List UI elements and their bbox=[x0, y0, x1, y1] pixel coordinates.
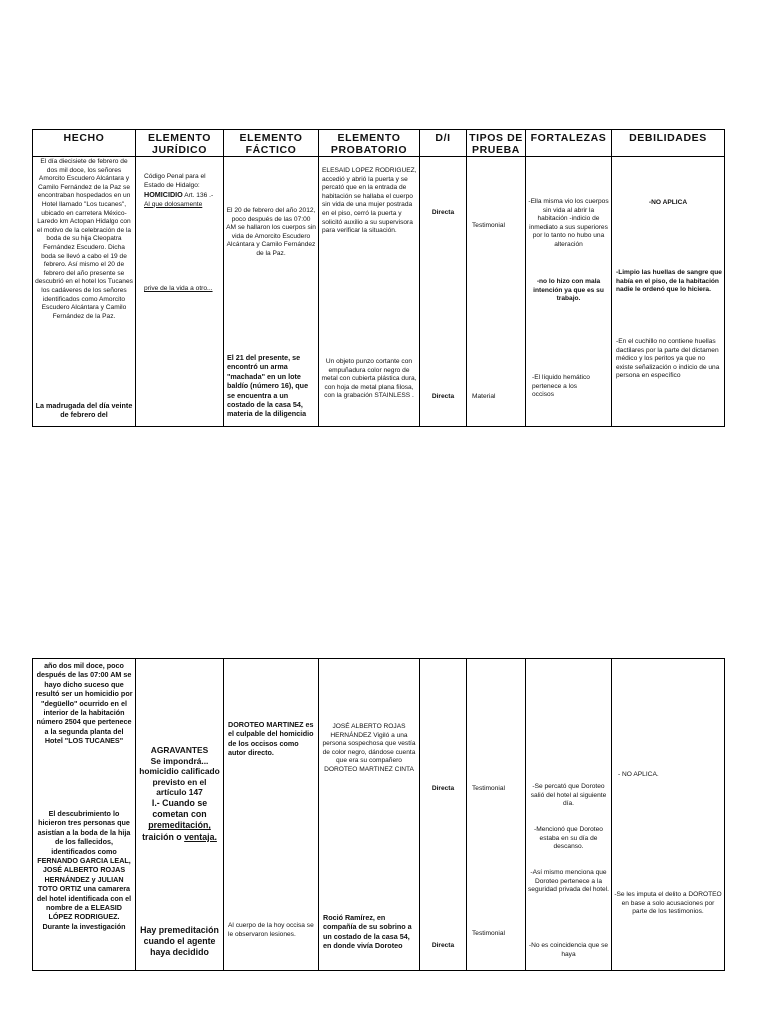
hecho-text: año dos mil doce, poco después de las 07:00 AM se hayo dicho suceso que resultó ser un homicidio por "degüello" ocurrido en el interior de la habitación número 2504 que pertenece a la segunda planta del Hotel "LOS TUCANES" bbox=[35, 661, 133, 746]
tipo-value: Testimonial bbox=[472, 785, 505, 792]
di-value-2: Directa bbox=[431, 942, 455, 949]
dolosamente-text: Al que dolosamente bbox=[144, 200, 203, 208]
debilidad-text-2: -Limpio las huellas de sangre que había en el piso, de la habitación nadie le ordenó que lo hiciera. bbox=[616, 269, 722, 294]
cell-hecho bbox=[33, 659, 136, 971]
header-elemento-juridico: ELEMENTO JURÍDICO bbox=[136, 130, 224, 157]
juridico-text bbox=[138, 745, 221, 843]
fortaleza-text-2: -no lo hizo con mala intención ya que es su trabajo. bbox=[533, 278, 604, 303]
cell-elemento-factico bbox=[224, 157, 319, 427]
di-value-2: Directa bbox=[431, 393, 455, 400]
probatorio-text-2: Roció Ramírez, en compañía de su sobrino a un costado de la casa 54, en donde vivía Doroteo bbox=[323, 913, 412, 951]
fortaleza-text-4: -No es coincidencia que se haya bbox=[528, 942, 609, 958]
hecho-text-2: El descubrimiento lo hicieron tres personas que asistían a la boda de la hija de los fallecidos, identificados como FERNANDO GARCIA LEAL, JOSÉ ALBERTO ROJAS HERNÁNDEZ y JULIAN TOTO ORTIZ una camarera del hotel identificada con el nombre de a ELEASID LÓPEZ RODRIGUEZ. Durante la investigación bbox=[36, 809, 132, 931]
premeditacion-definition: Hay premeditación cuando el agente haya decidido bbox=[140, 925, 219, 958]
probatorio-text-2: Un objeto punzo cortante con empuñadura color negro de metal con cubierta plástica dura, con hoja de metal plana filosa, con la grabación STAINLESS . bbox=[321, 358, 417, 400]
tipo-value: Testimonial bbox=[472, 222, 505, 229]
cell-elemento-probatorio bbox=[319, 659, 420, 971]
cell-di bbox=[420, 659, 467, 971]
debilidad-text-3: -En el cuchillo no contiene huellas dactilares por la parte del dictamen médico y los peritos ya que no existe señalización o indicio de una persona en específico bbox=[616, 338, 720, 380]
evidence-table-1 bbox=[32, 129, 725, 427]
factico-text: El 20 de febrero del año 2012, poco después de las 07:00 AM se hallaron los cuerpos sin vida de Amorcito Escudero Alcántara y Camilo Fernández de la Paz. bbox=[226, 207, 316, 257]
table-page-2 bbox=[32, 658, 724, 971]
homicidio-label: HOMICIDIO bbox=[144, 190, 183, 200]
cell-debilidades bbox=[612, 659, 725, 971]
cell-elemento-juridico bbox=[136, 659, 224, 971]
header-hecho: HECHO bbox=[33, 130, 136, 157]
evidence-table-2 bbox=[32, 658, 725, 971]
table-page-1 bbox=[32, 129, 724, 427]
ventaja-text: ventaja. bbox=[184, 831, 217, 842]
cell-di bbox=[420, 157, 467, 427]
cell-elemento-probatorio bbox=[319, 157, 420, 427]
fortaleza-text-2: -Mencionó que Doroteo estaba en su día de descanso. bbox=[534, 826, 603, 851]
tipo-value-2: Material bbox=[472, 393, 496, 400]
header-tipos-de-prueba: TIPOS DE PRUEBA bbox=[467, 130, 526, 157]
hecho-text-bold: La madrugada del día veinte de febrero del bbox=[35, 401, 133, 420]
tipo-value-2: Testimonial bbox=[472, 930, 505, 937]
fortaleza-text-3: -Así mismo menciona que Doroteo pertenece a la seguridad privada del hotel. bbox=[528, 869, 610, 894]
cell-elemento-juridico bbox=[136, 157, 224, 427]
table-row bbox=[33, 157, 725, 427]
debilidad-text: - NO APLICA. bbox=[618, 771, 659, 778]
header-elemento-factico: ELEMENTO FÁCTICO bbox=[224, 130, 319, 157]
cell-elemento-factico bbox=[224, 659, 319, 971]
homicidio-calificado-text: homicidio calificado previsto en el artículo 147 bbox=[139, 766, 220, 798]
prive-text: prive de la vida a otro... bbox=[144, 285, 213, 292]
hecho-text: El día diecisiete de febrero de dos mil doce, los señores Amorcito Escudero Alcántara y Camilo Fernández de la Paz se encontraban hospedados en un Hotel llamado "Los tucanes", ubicado en carretera México-Laredo km Actopan Hidalgo con el motivo de la celebración de la boda de su hija Cleopatra Fernández Escudero. Dicha boda se llevó a cabo el 19 de febrero. Así mismo el 20 de febrero del año presente se descubrió en el hotel los Tucanes los cadáveres de los señores identificados como Amorcito Escudero Alcántara y Camilo Fernández de la Paz. bbox=[35, 158, 133, 320]
debilidad-text: -NO APLICA bbox=[648, 199, 688, 206]
probatorio-text: ELESAID LOPEZ RODRIGUEZ, accedió y abrió la puerta y se percató que en la entrada de habitación se hallaba el cuerpo sin vida de una mujer postrada en el piso, cerró la puerta y solicitó auxilio a su supervisora para verificar la situación. bbox=[322, 167, 417, 235]
debilidad-text-2: -Se les imputa el delito a DOROTEO en base a solo acusaciones por parte de los testimonios. bbox=[614, 891, 722, 916]
table-row bbox=[33, 659, 725, 971]
header-fortalezas: FORTALEZAS bbox=[526, 130, 612, 157]
cell-fortalezas bbox=[526, 659, 612, 971]
cell-hecho bbox=[33, 157, 136, 427]
di-value: Directa bbox=[431, 209, 455, 216]
cell-tipos-de-prueba bbox=[467, 659, 526, 971]
fortaleza-text-3: -El líquido hemático pertenece a los occisos bbox=[532, 374, 590, 399]
header-di: D/I bbox=[420, 130, 467, 157]
premeditacion-text: premeditación, bbox=[148, 820, 211, 831]
juridico-text bbox=[144, 173, 221, 209]
cell-debilidades bbox=[612, 157, 725, 427]
header-row bbox=[33, 130, 725, 157]
cell-fortalezas bbox=[526, 157, 612, 427]
factico-text-2: Al cuerpo de la hoy occisa se le observaron lesiones. bbox=[228, 922, 314, 938]
article-ref: Art. 136 .- bbox=[182, 192, 214, 200]
header-debilidades: DEBILIDADES bbox=[612, 130, 725, 157]
factico-text: DOROTEO MARTINEZ es el culpable del homicidio de los occisos como autor directo. bbox=[228, 720, 314, 758]
agravantes-label: AGRAVANTES bbox=[150, 745, 209, 755]
probatorio-text: JOSÉ ALBERTO ROJAS HERNÁNDEZ Vigiló a una persona sospechosa que vestía de color negro, dándose cuenta que era su compañero DOROTEO MARTINEZ CINTA bbox=[322, 723, 416, 773]
factico-text-bold: El 21 del presente, se encontró un arma "machada" en un lote baldío (número 16), que se encuentra a un costado de la casa 54, materia de la diligencia bbox=[227, 353, 309, 419]
cell-tipos-de-prueba bbox=[467, 157, 526, 427]
codigo-penal-text: Código Penal para el Estado de Hidalgo: bbox=[144, 173, 206, 189]
fortaleza-text: -Se percató que Doroteo salió del hotel al siguiente día. bbox=[530, 783, 607, 808]
header-elemento-probatorio: ELEMENTO PROBATORIO bbox=[319, 130, 420, 157]
traicion-text: traición o bbox=[142, 831, 185, 842]
di-value: Directa bbox=[431, 785, 455, 792]
se-impondra-text: Se impondrá... bbox=[150, 755, 209, 766]
cuando-se-cometan-text: I.- Cuando se cometan con bbox=[151, 797, 208, 820]
fortaleza-text: -Ella misma vio los cuerpos sin vida al abrir la habitación -indicio de inmediato a sus superiores por lo tanto no hubo una alteración bbox=[528, 198, 609, 248]
